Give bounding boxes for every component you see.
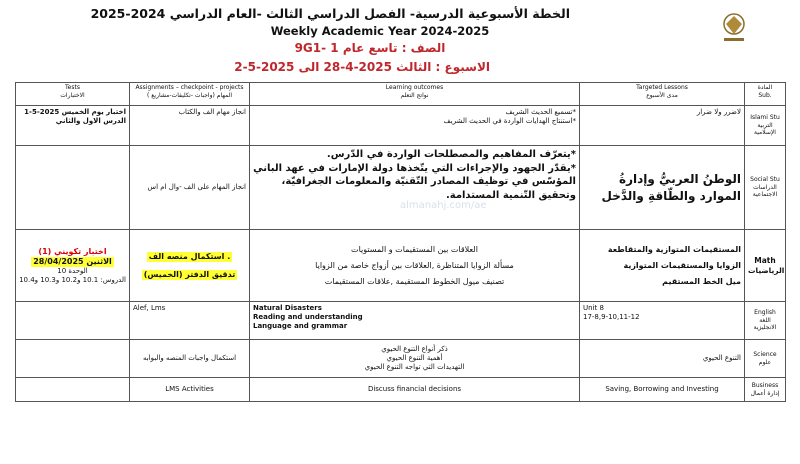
- science-assignment: استكمال واجبات المنصه والبوابه: [130, 340, 250, 378]
- math-assignment: تدقيق الدفتر (الخميس): [143, 269, 236, 279]
- subject-math: Math الرياضيات: [745, 230, 786, 302]
- header-subject: المادة Sub.: [745, 83, 786, 106]
- subject-english: English اللغة الانجليزية: [745, 302, 786, 340]
- math-test: اختبار تكويني (1): [38, 246, 107, 256]
- header-outcomes: Learning outcomes نواتج التعلم: [250, 83, 580, 106]
- social-assignment: انجاز المهام على الف -وال ام اس: [130, 146, 250, 230]
- math-test: الوحدة 10: [57, 266, 88, 275]
- english-lesson: 17-8,9-10,11-12: [583, 312, 640, 321]
- header-tests: Tests الاختبارات: [16, 83, 130, 106]
- social-outcome: *يقدّر الجهود والإجراءات التي يتّخذها دولة الإمارات في عهد الباني المؤسّس في توظيف المصادر التّقنيّة والمعلومات الجغرافيّة، وتحقيق التّنمية المستدامة.: [253, 162, 576, 201]
- islamic-outcome: *استنتاج الهدايات الواردة في الحديث الشريف: [443, 116, 576, 125]
- science-test: [16, 340, 130, 378]
- subject-business: Business إدارة أعمال: [745, 378, 786, 402]
- math-test: الدروس: 10.1 و10.2 و10.3 و10.4: [19, 275, 126, 284]
- header-assignments: Assignments – checkpoint - projects المهام (واجبات -تكليفات-مشاريع ): [130, 83, 250, 106]
- english-lesson: Unit 8: [583, 304, 604, 312]
- business-lesson: Saving, Borrowing and Investing: [580, 378, 745, 402]
- islamic-lesson: لاضرر ولا ضرار: [580, 106, 745, 146]
- english-test: [16, 302, 130, 340]
- english-outcome: Reading and understanding: [253, 312, 363, 321]
- math-outcome: العلاقات بين المستقيمات و المستويات: [351, 244, 478, 254]
- business-test: [16, 378, 130, 402]
- social-lesson: الموارد والطّاقةِ والدَّخل: [601, 188, 741, 203]
- business-assignment: LMS Activities: [130, 378, 250, 402]
- plan-title-arabic: الخطة الأسبوعية الدرسية- الفصل الدراسي الثالث -العام الدراسي 2024-2025: [90, 6, 570, 21]
- subject-islamic: Islami Stu التربية الإسلامية: [745, 106, 786, 146]
- watermark-text: almanahj.com/ae: [400, 200, 487, 211]
- math-lesson: المستقيمات المتوازية والمتقاطعة: [607, 244, 741, 254]
- subject-social: Social Stu الدراسات الاجتماعية: [745, 146, 786, 230]
- table-header-row: [16, 83, 786, 106]
- science-lesson: التنوع الحيوي: [580, 340, 745, 378]
- uae-emblem-icon: [716, 10, 752, 46]
- science-outcome: أهمية التنوع الحيوي: [386, 354, 443, 363]
- table-row-math: [16, 230, 786, 302]
- table-row-social: [16, 146, 786, 230]
- business-outcome: Discuss financial decisions: [250, 378, 580, 402]
- math-assignment: استكمال منصه الف .: [148, 251, 231, 261]
- header-lessons: Targeted Lessons مدى الأسبوع: [580, 83, 745, 106]
- math-outcome: مسألة الزوايا المتناظرة ,العلاقات بين أزواج خاصة من الزوايا: [315, 260, 514, 270]
- table-row-science: [16, 340, 786, 378]
- islamic-assignment: انجاز مهام الف والكتاب: [130, 106, 250, 146]
- week-label: الاسبوع : الثالث 2025-4-28 الى 2025-5-2: [234, 60, 490, 74]
- math-outcome: تصنيف ميول الخطوط المستقيمة ,علاقات المستقيمات: [324, 276, 505, 286]
- english-outcome: Language and grammar: [253, 321, 348, 330]
- science-outcome: ذكر أنواع التنوع الحيوي: [381, 345, 448, 354]
- science-outcome: التهديدات التي تواجه التنوع الحيوي: [364, 362, 465, 371]
- english-outcome: Natural Disasters: [253, 304, 322, 312]
- table-row-english: [16, 302, 786, 340]
- table-row-islamic: [16, 106, 786, 146]
- subject-science: Science علوم: [745, 340, 786, 378]
- social-outcome: *يتعرّف المفاهيم والمصطلحات الواردة في الدّرس.: [326, 149, 576, 160]
- islamic-outcome: *تسميع الحديث الشريف: [505, 108, 576, 116]
- math-lesson: الزوايا والمستقيمات المتوازية: [623, 260, 741, 270]
- math-test: الاثنين 28/04/2025: [33, 256, 112, 266]
- weekly-plan-table: [15, 82, 786, 402]
- math-lesson: ميل الخط المستقيم: [662, 276, 741, 286]
- english-assignment: Alef, Lms: [130, 302, 250, 340]
- social-test: [16, 146, 130, 230]
- grade-label: الصف : تاسع عام 1 -9G1: [294, 41, 446, 55]
- islamic-test: اختبار يوم الخميس 2025-5-1 الدرس الاول والثاني: [16, 106, 130, 146]
- plan-title-english: Weekly Academic Year 2024-2025: [270, 24, 490, 38]
- table-row-business: [16, 378, 786, 402]
- social-lesson: الوطنُ العربيُّ وإدارةُ: [619, 172, 741, 187]
